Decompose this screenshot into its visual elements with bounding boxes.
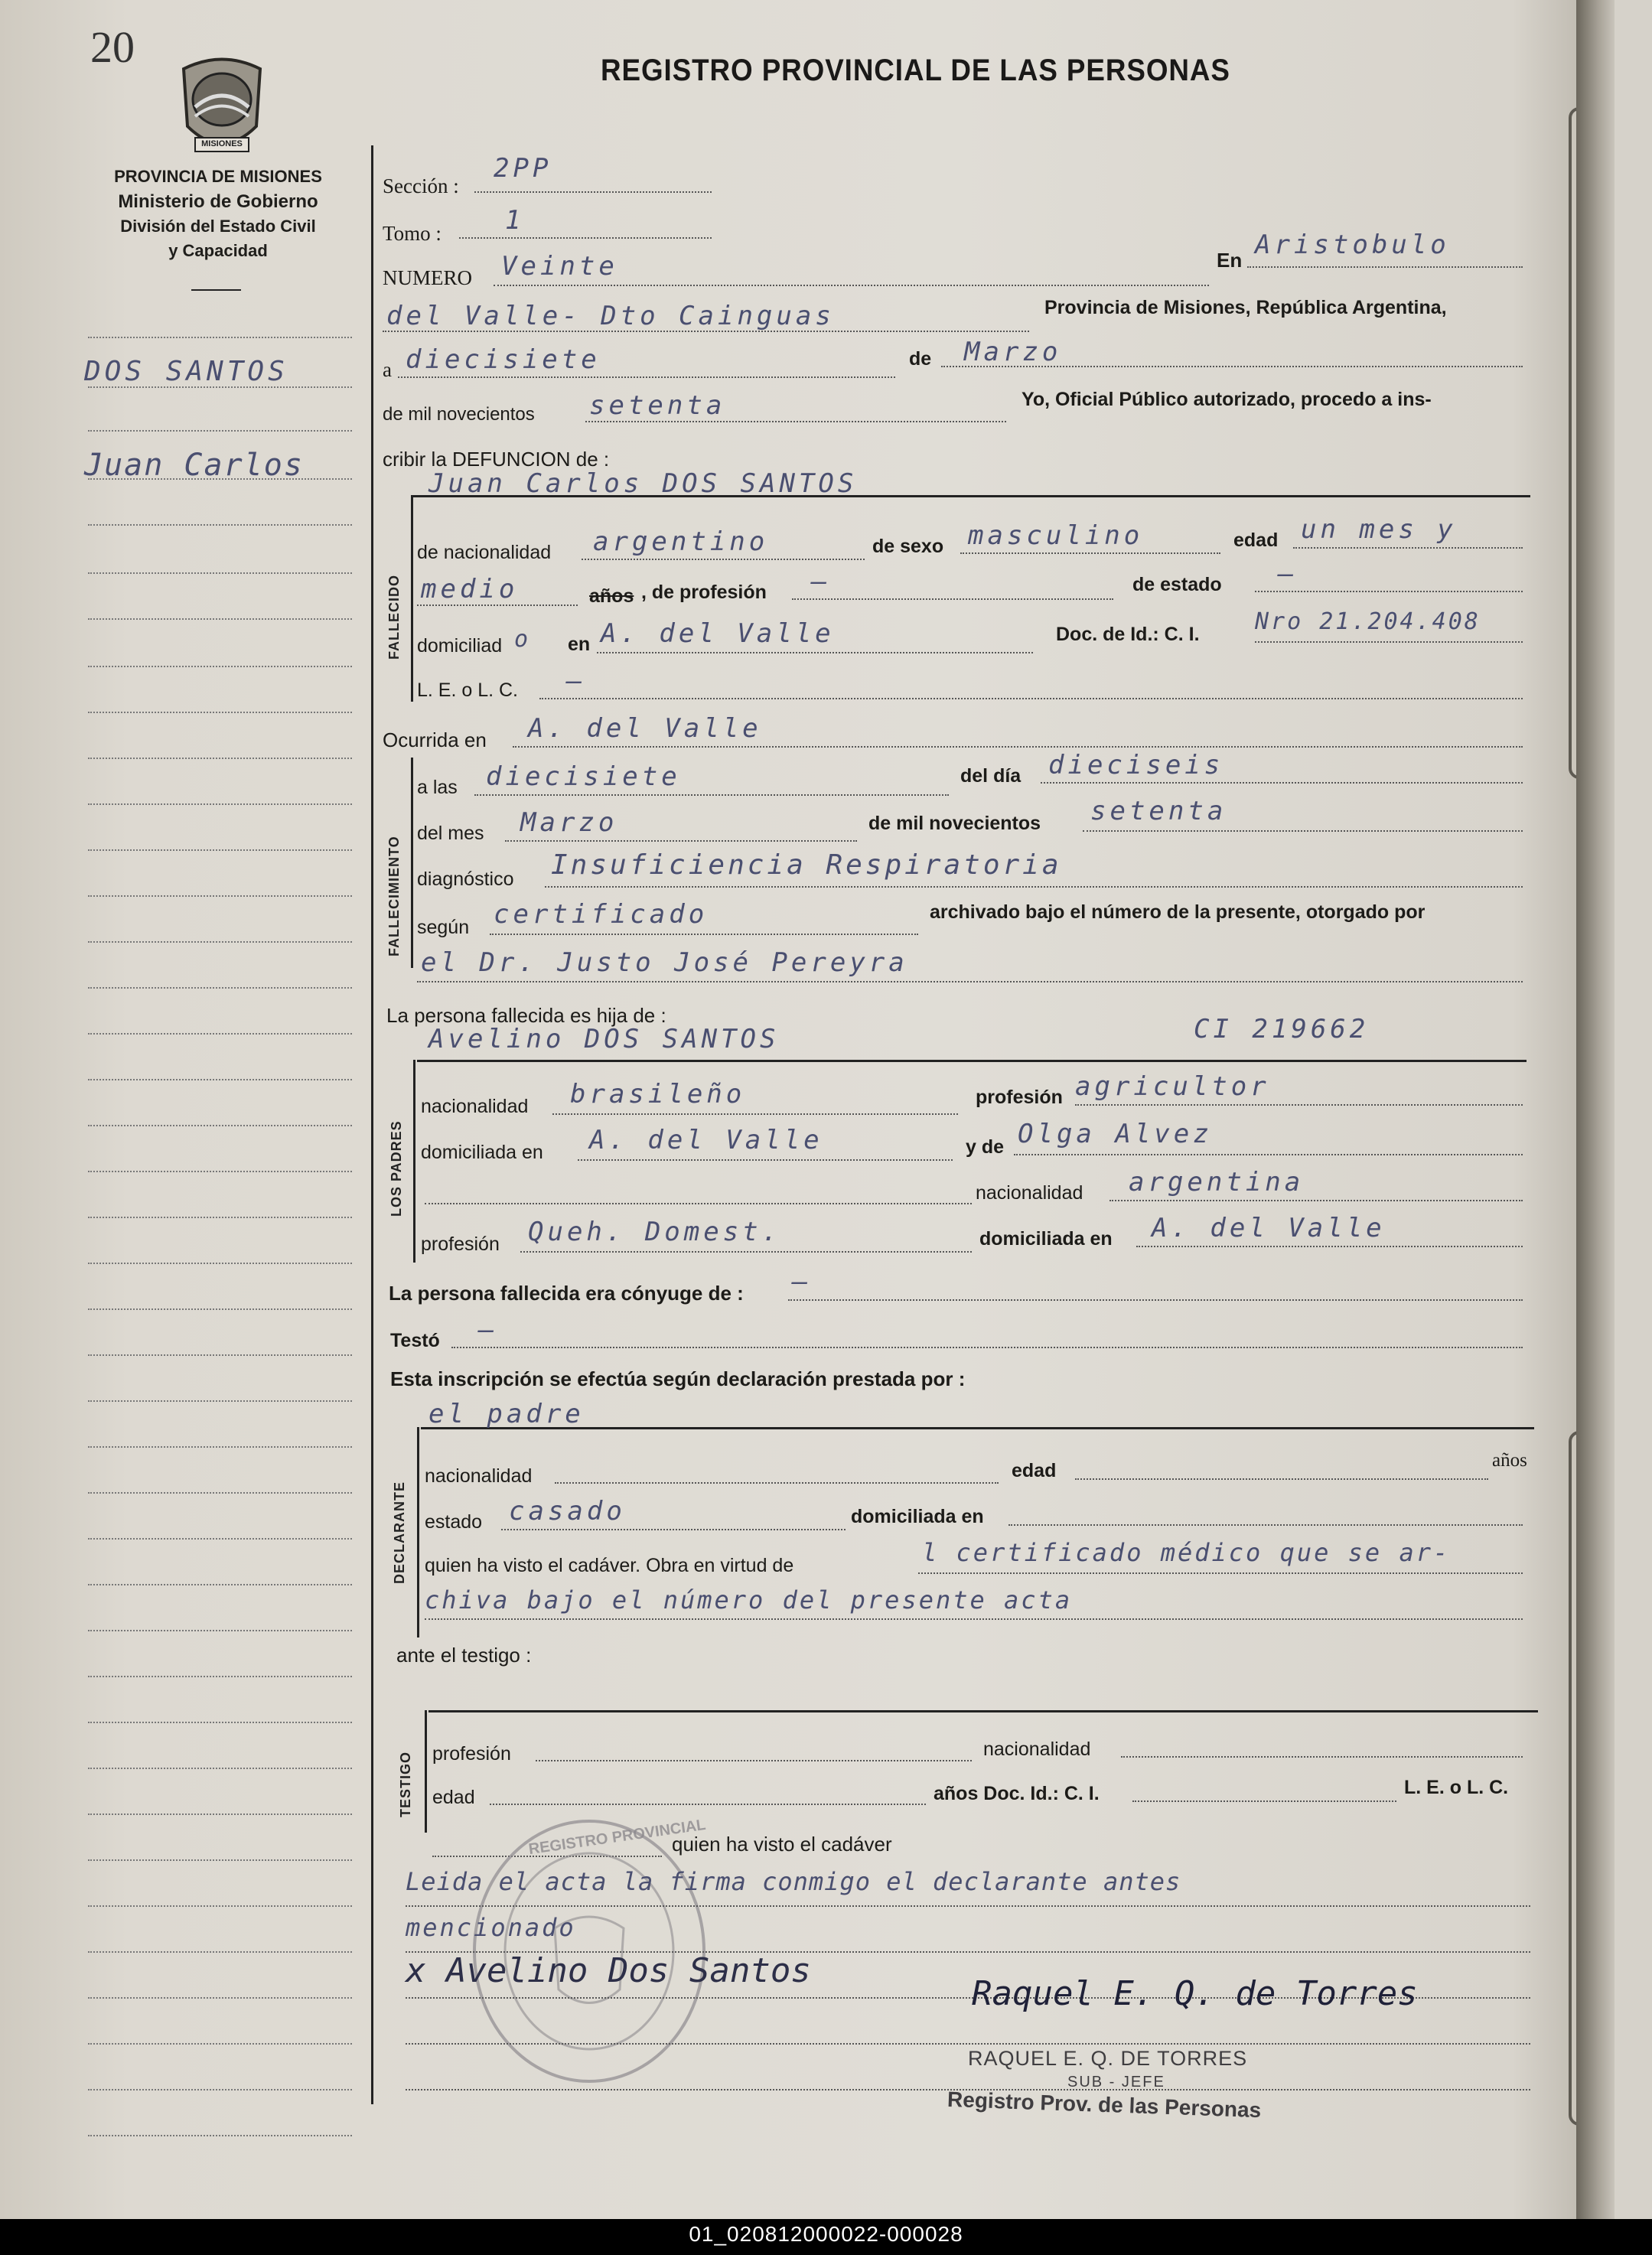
official-stamp-org: Registro Prov. de las Personas	[947, 2087, 1262, 2123]
fallecimiento-side-label: FALLECIMIENTO	[386, 836, 402, 956]
official-stamp-name: RAQUEL E. Q. DE TORRES	[968, 2047, 1248, 2070]
testigo-anos-doc-label: años Doc. Id.: C. I.	[934, 1783, 1100, 1804]
padre-domicilio-label: domiciliada en	[421, 1142, 543, 1163]
declarante-estado-value: casado	[509, 1496, 626, 1527]
place-value: del Valle- Dto Cainguas	[386, 301, 835, 331]
testigo-top-line	[428, 1710, 1538, 1712]
next-page-edge	[1615, 0, 1652, 2219]
closing-line-2: mencionado	[406, 1913, 576, 1942]
declarante-visto-text: quien ha visto el cadáver. Obra en virtud de	[425, 1555, 794, 1576]
nacionalidad-value: argentino	[593, 526, 769, 557]
conyuge-label: La persona fallecida era cónyuge de :	[389, 1282, 744, 1305]
org-province: PROVINCIA DE MISIONES	[114, 167, 322, 186]
padre-nacionalidad-value: brasileño	[570, 1079, 746, 1110]
edad-value-continued: medio	[421, 574, 519, 604]
fallecimiento-bracket	[411, 758, 413, 968]
declarante-edad-label: edad	[1012, 1460, 1057, 1481]
medico-value: el Dr. Justo José Pereyra	[421, 947, 908, 978]
declarante-name: el padre	[428, 1399, 585, 1429]
diagnostico-value: Insuficiencia Respiratoria	[551, 849, 1062, 881]
estado-value: —	[1278, 559, 1298, 589]
seal-label: MISIONES	[201, 139, 243, 148]
estado-label: de estado	[1132, 574, 1222, 595]
doc-label: Doc. de Id.: C. I.	[1056, 624, 1200, 645]
ocurrida-label: Ocurrida en	[383, 728, 487, 751]
sexo-value: masculino	[968, 520, 1144, 551]
sexo-label: de sexo	[872, 536, 944, 557]
domicilio-label: domiciliad	[417, 635, 503, 657]
mes-value: Marzo	[520, 807, 618, 838]
anio-value: setenta	[1090, 796, 1227, 826]
padres-bracket	[413, 1060, 415, 1263]
le-value: —	[566, 666, 586, 696]
testigo-bracket	[425, 1710, 427, 1833]
margin-surname: DOS SANTOS	[84, 356, 288, 387]
hora-value: diecisiete	[486, 761, 681, 792]
domicilio-en-label: en	[568, 634, 591, 655]
declarante-intro: Esta inscripción se efectúa según declaración prestada por :	[390, 1367, 966, 1390]
padre-name: Avelino DOS SANTOS	[428, 1024, 780, 1054]
image-id-label: 01_020812000022-000028	[689, 2222, 963, 2246]
edad-label: edad	[1233, 530, 1279, 551]
madre-nacionalidad-label: nacionalidad	[976, 1182, 1083, 1204]
fallecido-bracket	[411, 495, 413, 702]
declarante-top-line	[421, 1427, 1534, 1429]
padres-side-label: LOS PADRES	[389, 1120, 404, 1217]
padre-nacionalidad-label: nacionalidad	[421, 1096, 529, 1117]
madre-nacionalidad-value: argentina	[1129, 1167, 1305, 1198]
padres-top-line	[417, 1060, 1527, 1062]
margin-given-names: Juan Carlos	[84, 448, 304, 483]
testigo-side-label: TESTIGO	[398, 1751, 413, 1817]
numero-label: NUMERO	[383, 266, 473, 289]
del-dia-label: del día	[960, 765, 1022, 787]
deceased-name: Juan Carlos DOS SANTOS	[428, 468, 858, 499]
seccion-label: Sección :	[383, 174, 459, 197]
tomo-value: 1	[505, 205, 525, 236]
tomo-label: Tomo :	[383, 222, 442, 245]
domicilio-suffix: o	[514, 626, 533, 653]
padre-profesion-value: agricultor	[1075, 1071, 1270, 1102]
anos-label: años	[589, 585, 634, 607]
year-label: de mil novecientos	[383, 404, 535, 425]
dia-value: dieciseis	[1048, 750, 1224, 780]
hija-text: La persona fallecida es hija de :	[386, 1004, 666, 1027]
declarante-bracket	[417, 1427, 419, 1637]
edad-value: un mes y	[1301, 514, 1457, 545]
numero-value: Veinte	[501, 251, 618, 282]
org-capacity: y Capacidad	[168, 241, 268, 260]
profesion-value: —	[811, 566, 831, 597]
org-divider	[191, 289, 241, 291]
testo-label: Testó	[390, 1330, 440, 1351]
year-value: setenta	[589, 390, 726, 421]
de-label: de	[909, 348, 932, 370]
conyuge-value: —	[792, 1266, 812, 1297]
declarante-estado-label: estado	[425, 1511, 483, 1533]
declarante-anos-label: años	[1492, 1450, 1527, 1471]
declarante-side-label: DECLARANTE	[392, 1481, 407, 1584]
padre-profesion-label: profesión	[976, 1087, 1063, 1108]
le-label: L. E. o L. C.	[417, 679, 519, 701]
declarante-visto-value-continued: chiva bajo el número del presente acta	[425, 1585, 1073, 1615]
segun-value: certificado	[494, 899, 709, 930]
padre-domicilio-value: A. del Valle	[589, 1125, 823, 1155]
domicilio-value: A. del Valle	[601, 618, 835, 649]
profesion-label: , de profesión	[641, 582, 767, 603]
form-border	[371, 145, 373, 2104]
day-value: diecisiete	[406, 344, 601, 375]
a-label: a	[383, 358, 392, 381]
del-mes-label: del mes	[417, 823, 484, 844]
page-number: 20	[90, 22, 135, 72]
segun-label: según	[417, 917, 470, 938]
testigo-le-label: L. E. o L. C.	[1404, 1777, 1509, 1798]
closing-line-1: Leida el acta la firma conmigo el declarante antes	[406, 1867, 1181, 1896]
testigo-intro: ante el testigo :	[396, 1644, 532, 1667]
round-stamp-text: REGISTRO PROVINCIAL	[527, 1816, 707, 1859]
doc-value: Nro 21.204.408	[1255, 608, 1481, 635]
oficial-text: Yo, Oficial Público autorizado, procedo a ins-	[1022, 389, 1432, 410]
testigo-edad-label: edad	[432, 1787, 475, 1808]
declarante-domicilio-label: domiciliada en	[851, 1506, 984, 1527]
nacionalidad-label: de nacionalidad	[417, 542, 552, 563]
org-ministry: Ministerio de Gobierno	[118, 191, 318, 212]
padre-ci: CI 219662	[1194, 1014, 1370, 1044]
cribir-text: cribir la DEFUNCION de :	[383, 448, 610, 471]
declarante-nacionalidad-label: nacionalidad	[425, 1465, 533, 1487]
testo-value: —	[478, 1315, 498, 1345]
declarante-visto-value: l certificado médico que se ar-	[922, 1538, 1451, 1567]
diagnostico-label: diagnóstico	[417, 868, 514, 890]
testigo-nacionalidad-label: nacionalidad	[983, 1739, 1091, 1760]
en-label: En	[1217, 249, 1243, 272]
madre-domicilio-label: domiciliada en	[979, 1228, 1113, 1250]
madre-name: Olga Alvez	[1018, 1119, 1213, 1149]
official-stamp-role: SUB - JEFE	[1067, 2074, 1165, 2090]
ocurrida-value: A. del Valle	[528, 713, 762, 744]
month-value: Marzo	[964, 337, 1062, 367]
declarant-signature: x Avelino Dos Santos	[406, 1951, 811, 1990]
testigo-visto-text: quien ha visto el cadáver	[672, 1833, 892, 1856]
page-title: REGISTRO PROVINCIAL DE LAS PERSONAS	[601, 54, 1230, 87]
seccion-value: 2PP	[494, 153, 552, 184]
y-de-label: y de	[966, 1136, 1005, 1158]
archivado-text: archivado bajo el número de la presente, otorgado por	[930, 901, 1426, 923]
fallecido-side-label: FALLECIDO	[386, 575, 402, 660]
anio-label: de mil novecientos	[868, 813, 1041, 834]
org-division: División del Estado Civil	[120, 217, 316, 236]
a-las-label: a las	[417, 777, 458, 798]
province-text: Provincia de Misiones, República Argentina,	[1044, 297, 1447, 318]
madre-domicilio-value: A. del Valle	[1152, 1213, 1386, 1243]
official-signature: Raquel E. Q. de Torres	[972, 1974, 1418, 2013]
testigo-profesion-label: profesión	[432, 1743, 511, 1765]
en-value: Aristobulo	[1255, 230, 1450, 260]
madre-profesion-value: Queh. Domest.	[528, 1217, 782, 1247]
madre-profesion-label: profesión	[421, 1233, 500, 1255]
